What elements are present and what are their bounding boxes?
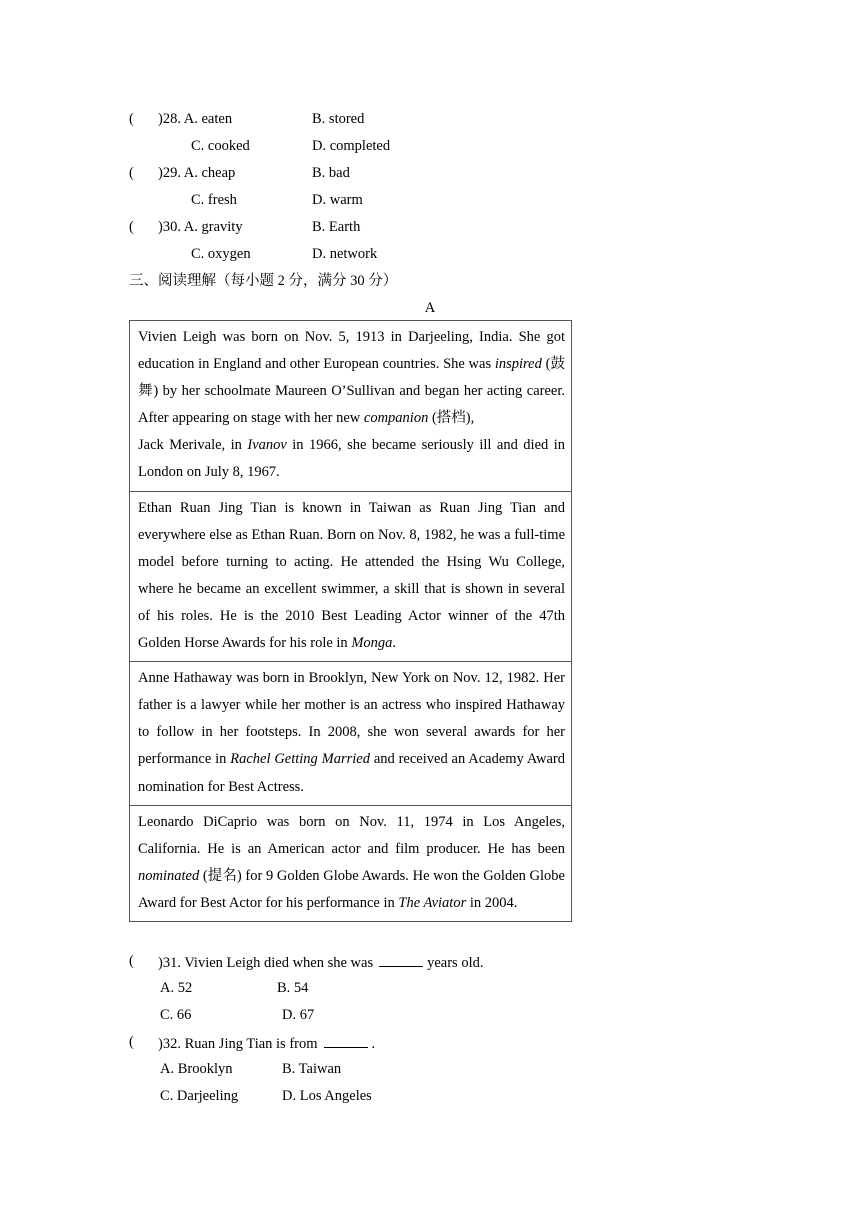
question-31-option-a: A. 52 <box>160 980 193 996</box>
passage-text: (鼓舞) by her schoolmate Maureen O’Sullivan and began her acting career. After appearing on stage with her new <box>138 356 565 427</box>
passage-text: in 2004. <box>466 894 518 911</box>
passage-text: . <box>392 635 397 652</box>
question-32-stem <box>158 1033 375 1053</box>
question-30-option-a: )30. A. gravity <box>158 219 243 235</box>
question-28-option-c: C. cooked <box>191 138 250 154</box>
passage-text: Leonardo DiCaprio was born on Nov. 11, 1974 in Los Angeles, California. He is an American actor and film producer. He has been <box>138 813 565 857</box>
answer-blank <box>379 952 423 967</box>
passage-cell-vivien-leigh <box>130 321 571 492</box>
passage-italic: The Aviator <box>398 894 467 911</box>
passage-cell-leonardo-dicaprio <box>130 806 571 922</box>
question-30-option-d: D. network <box>312 246 378 262</box>
passage-italic: Monga <box>351 635 393 652</box>
question-28-option-a: )28. A. eaten <box>158 111 233 127</box>
answer-paren-30: ( <box>129 219 134 235</box>
question-29-option-d: D. warm <box>312 192 363 208</box>
passage-text: in 1966, she became seriously ill and died in London on July 8, 1967. <box>138 437 565 481</box>
question-32-option-d: D. Los Angeles <box>282 1088 372 1104</box>
passage-text: Jack Merivale, in <box>138 437 248 454</box>
question-28-option-b: B. stored <box>312 111 365 127</box>
question-29-option-b: B. bad <box>312 165 350 181</box>
question-32-option-a: A. Brooklyn <box>160 1061 233 1077</box>
passage-italic: inspired <box>494 356 542 373</box>
passage-cell-anne-hathaway <box>130 662 571 805</box>
question-31-option-d: D. 67 <box>282 1007 315 1023</box>
passage-italic: Ivanov <box>247 437 287 454</box>
question-30-option-c: C. oxygen <box>191 246 251 262</box>
passage-italic: companion <box>363 410 429 427</box>
question-32-stem-text: )32. Ruan Jing Tian is from <box>158 1036 318 1052</box>
passage-table <box>129 320 572 922</box>
passage-label: A <box>424 300 436 316</box>
answer-paren-28: ( <box>129 111 134 127</box>
question-32-stem-end: . <box>371 1036 376 1052</box>
passage-text: (搭档), <box>428 410 475 427</box>
answer-paren-32: ( <box>129 1034 134 1050</box>
question-28-option-d: D. completed <box>312 138 391 154</box>
question-31-stem-end: years old. <box>427 955 484 971</box>
passage-italic: nominated <box>138 867 200 884</box>
question-30-option-b: B. Earth <box>312 219 361 235</box>
passage-text: Vivien Leigh was born on Nov. 5, 1913 in Darjeeling, India. She got education in England and other European countries. She was <box>138 329 565 373</box>
passage-text: (提名) for 9 Golden Globe Awards. He won the Golden Globe Award for Best Actor for his performance in <box>138 867 565 911</box>
passage-text: Ethan Ruan Jing Tian is known in Taiwan as Ruan Jing Tian and everywhere else as Ethan Ruan. Born on Nov. 8, 1982, he was a full-time model before turning to acting. He attended the Hsing Wu College, where he became an excellent swimmer, a skill that is shown in several of his roles. He is the 2010 Best Leading Actor winner of the 47th Golden Horse Awards for his role in <box>138 499 565 652</box>
section-heading: 三、阅读理解（每小题 2 分，满分 30 分） <box>129 273 398 289</box>
passage-text: and received an Academy Award nomination for Best Actress. <box>138 751 565 795</box>
question-32-option-c: C. Darjeeling <box>160 1088 239 1104</box>
answer-blank <box>324 1033 368 1048</box>
answer-paren-29: ( <box>129 165 134 181</box>
question-32-option-b: B. Taiwan <box>282 1061 342 1077</box>
question-31-option-c: C. 66 <box>160 1007 192 1023</box>
question-31-stem-text: )31. Vivien Leigh died when she was <box>158 955 374 971</box>
question-29-option-a: )29. A. cheap <box>158 165 236 181</box>
passage-text: Anne Hathaway was born in Brooklyn, New York on Nov. 12, 1982. Her father is a lawyer while her mother is an actress who inspired Hathaway to follow in her footsteps. In 2008, she won several awards for her performance in <box>138 670 565 768</box>
passage-italic: Rachel Getting Married <box>230 751 370 768</box>
answer-paren-31: ( <box>129 953 134 969</box>
question-31-stem <box>158 952 483 972</box>
question-31-option-b: B. 54 <box>277 980 309 996</box>
passage-cell-ethan-ruan <box>130 492 571 663</box>
question-29-option-c: C. fresh <box>191 192 237 208</box>
